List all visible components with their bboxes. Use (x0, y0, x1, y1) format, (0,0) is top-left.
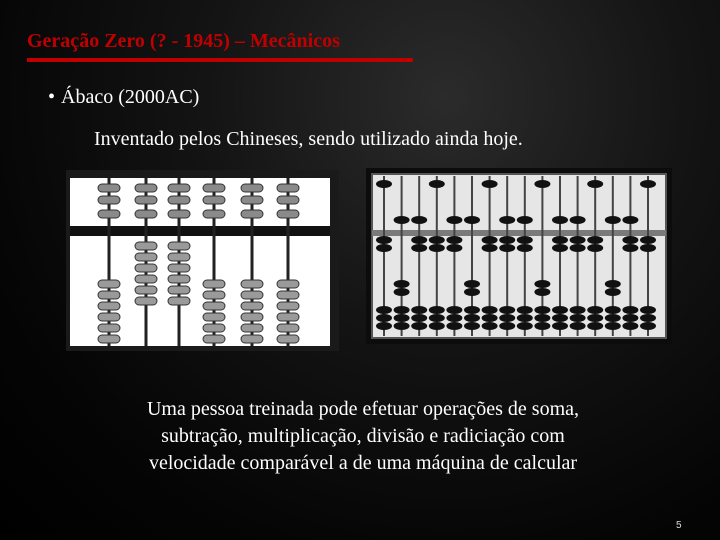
abacus-photo-left (66, 170, 339, 351)
caption (80, 396, 646, 478)
abacus-icon (66, 170, 339, 351)
caption-line: subtração, multiplicação, divisão e radiciação com (161, 425, 565, 448)
abacus-icon (366, 168, 672, 344)
bullet-marker: • (48, 86, 56, 108)
bullet-item (48, 86, 199, 109)
page-number: 5 (676, 520, 682, 531)
slide-title: Geração Zero (? - 1945) – Mecânicos (27, 30, 340, 52)
caption-line: velocidade comparável a de uma máquina de calcular (148, 452, 578, 475)
bullet-text: Ábaco (2000AC) (61, 86, 200, 108)
title-underline (27, 58, 413, 62)
caption-line: Uma pessoa treinada pode efetuar operações de soma, (146, 398, 580, 420)
subtext: Inventado pelos Chineses, sendo utilizado ainda hoje. (94, 128, 523, 150)
abacus-photo-right (366, 168, 672, 344)
